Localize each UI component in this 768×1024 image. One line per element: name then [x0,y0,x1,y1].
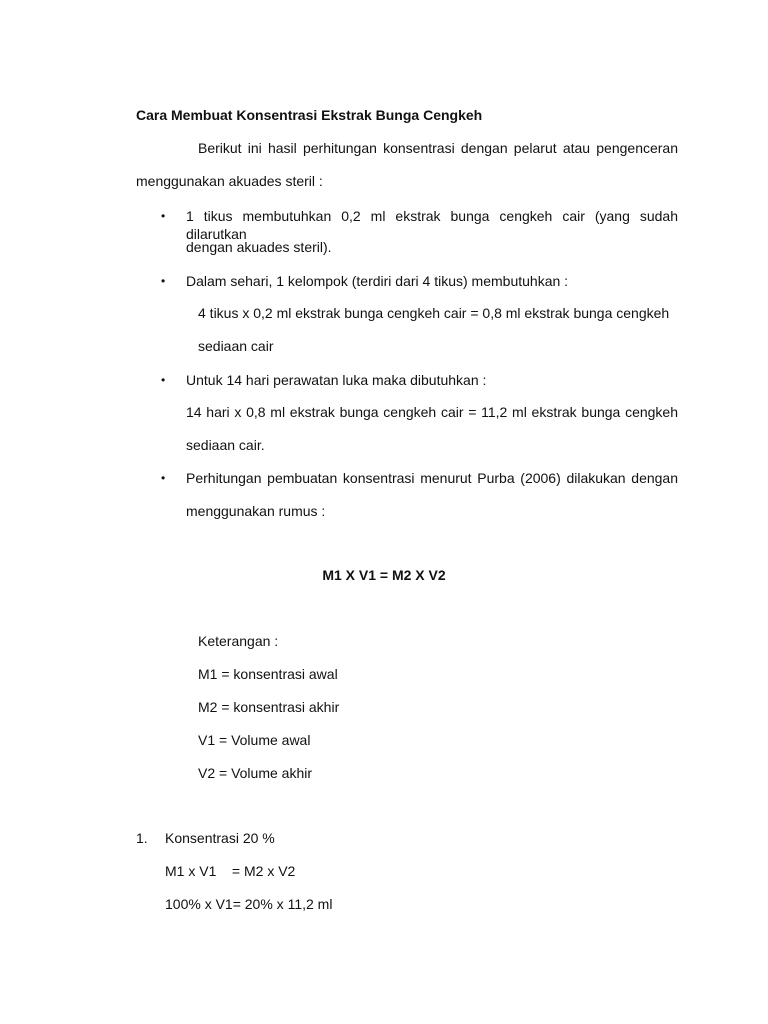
legend-item-v1: V1 = Volume awal [198,732,311,748]
legend-item-m2: M2 = konsentrasi akhir [198,699,340,715]
bullet-2-sub-1: 4 tikus x 0,2 ml ekstrak bunga cengkeh cair = 0,8 ml ekstrak bunga cengkeh [198,305,670,321]
bullet-3-sub-2: sediaan cair. [186,437,265,453]
bullet-2-line-1: Dalam sehari, 1 kelompok (terdiri dari 4 tikus) membutuhkan : [186,273,569,289]
bullet-marker: • [161,274,166,288]
bullet-marker: • [161,209,166,223]
bullet-1-line-1: 1 tikus membutuhkan 0,2 ml ekstrak bunga cengkeh cair (yang sudah dilarutkan [186,208,678,242]
bullet-4-line-2: menggunakan rumus : [186,503,326,519]
calculation-step-2: 100% x V1= 20% x 11,2 ml [165,896,333,912]
bullet-2-sub-2: sediaan cair [198,338,274,354]
bullet-1-line-2: dengan akuades steril). [186,239,332,255]
calculation-step-1: M1 x V1 = M2 x V2 [165,863,296,879]
legend-item-v2: V2 = Volume akhir [198,765,313,781]
bullet-4-line-1: Perhitungan pembuatan konsentrasi menurut Purba (2006) dilakukan dengan [186,470,678,486]
intro-line-2: menggunakan akuades steril : [136,173,323,189]
intro-line-1: Berikut ini hasil perhitungan konsentrasi dengan pelarut atau pengenceran [198,140,678,156]
formula: M1 X V1 = M2 X V2 [322,567,446,583]
document-title: Cara Membuat Konsentrasi Ekstrak Bunga Cengkeh [136,107,483,123]
legend-heading: Keterangan : [198,633,279,649]
bullet-marker: • [161,373,166,387]
bullet-3-line-1: Untuk 14 hari perawatan luka maka dibutuhkan : [186,372,487,388]
bullet-3-sub-1: 14 hari x 0,8 ml ekstrak bunga cengkeh cair = 11,2 ml ekstrak bunga cengkeh [186,404,678,420]
list-number: 1. [136,830,148,846]
numbered-item-label: Konsentrasi 20 % [165,830,275,846]
legend-item-m1: M1 = konsentrasi awal [198,666,338,682]
bullet-marker: • [161,471,166,485]
